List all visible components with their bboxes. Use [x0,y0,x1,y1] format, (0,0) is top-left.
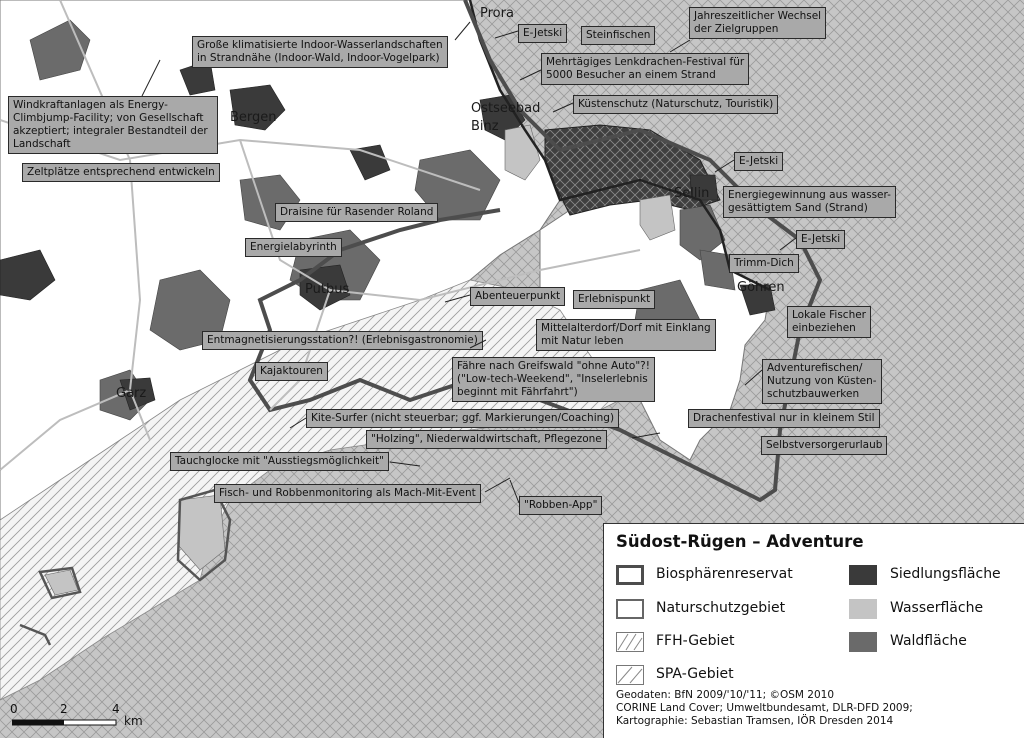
legend-label-ffh: FFH-Gebiet [656,633,735,649]
annotation-lenkdrachen: Mehrtägiges Lenkdrachen-Festival für 5000 Besucher an einem Strand [541,53,749,85]
annotation-zeltplaetze: Zeltplätze entsprechend entwickeln [22,163,220,182]
annotation-kuestenschutz: Küstenschutz (Naturschutz, Touristik) [573,95,778,114]
legend-label-siedlung: Siedlungsfläche [890,566,1001,582]
legend-swatch-biosphaere [616,565,644,585]
place-prora: Prora [480,6,514,21]
legend-swatch-siedlung [849,565,877,585]
legend-label-naturschutz: Naturschutzgebiet [656,600,786,616]
annotation-steinfischen: Steinfischen [581,26,655,45]
annotation-selbstversorger: Selbstversorgerurlaub [761,436,887,455]
map-legend [603,523,1024,738]
place-binz: Ostseebad Binz [471,101,541,134]
annotation-windkraft: Windkraftanlagen als Energy- Climbjump-Facility; von Gesellschaft akzeptiert; integraler Bestandteil der Landschaft [8,96,218,154]
legend-swatch-naturschutz [616,599,644,619]
annotation-lokale-fischer: Lokale Fischer einbeziehen [787,306,871,338]
annotation-ejetski-prora: E-Jetski [518,24,567,43]
scale-bar [12,700,152,730]
annotation-ejetski-sellin: E-Jetski [734,152,783,171]
annotation-adventurefischen: Adventurefischen/ Nutzung von Küsten- schutzbauwerken [762,359,882,404]
legend-label-wasser: Wasserfläche [890,600,984,616]
annotation-energielabyrinth: Energielabyrinth [245,238,342,257]
annotation-drachenfestival: Drachenfestival nur in kleinem Stil [688,409,880,428]
legend-title: Südost-Rügen – Adventure [616,532,864,551]
annotation-trimm-dich: Trimm-Dich [729,254,799,273]
legend-swatch-spa [616,665,644,685]
annotation-kajaktouren: Kajaktouren [255,362,328,381]
scale-label-2: 2 [60,702,68,716]
annotation-tauchglocke: Tauchglocke mit "Ausstiegsmöglichkeit" [170,452,389,471]
annotation-abenteuerpunkt: Abenteuerpunkt [470,287,565,306]
scale-label-0: 0 [10,702,18,716]
place-goehren: Göhren [737,280,785,295]
annotation-energiegewinnung: Energiegewinnung aus wasser- gesättigtem Sand (Strand) [723,186,896,218]
annotation-ejetski-goehren: E-Jetski [796,230,845,249]
place-putbus: Putbus [305,282,350,297]
legend-label-wald: Waldfläche [890,633,967,649]
annotation-kite-surfer: Kite-Surfer (nicht steuerbar; ggf. Markierungen/Coaching) [306,409,619,428]
annotation-mittelalterdorf: Mittelalterdorf/Dorf mit Einklang mit Natur leben [536,319,716,351]
scale-unit: km [124,714,143,728]
legend-label-biosphaere: Biosphärenreservat [656,566,793,582]
annotation-draisine: Draisine für Rasender Roland [275,203,438,222]
place-bergen: Bergen [230,110,277,125]
legend-swatch-ffh [616,632,644,652]
legend-label-spa: SPA-Gebiet [656,666,734,682]
legend-swatch-wald [849,632,877,652]
legend-swatch-wasser [849,599,877,619]
legend-credits: Geodaten: BfN 2009/'10/'11; ©OSM 2010 CORINE Land Cover; Umweltbundesamt, DLR-DFD 2009; Kartographie: Sebastian Tramsen, IÖR Dresden 2014 [616,689,913,727]
scale-label-4: 4 [112,702,120,716]
place-garz: Garz [116,386,147,401]
annotation-faehre-greifswald: Fähre nach Greifswald "ohne Auto"?! ("Low-tech-Weekend", "Inselerlebnis beginnt mit Fährfahrt") [452,357,655,402]
annotation-robben-app: "Robben-App" [519,496,602,515]
place-sellin: Sellin [674,186,710,201]
annotation-erlebnispunkt: Erlebnispunkt [573,290,655,309]
annotation-indoor-wasser: Große klimatisierte Indoor-Wasserlandschaften in Strandnähe (Indoor-Wald, Indoor-Vogelpark) [192,36,448,68]
annotation-entmagnetisierung: Entmagnetisierungsstation?! (Erlebnisgastronomie) [202,331,483,350]
annotation-jahreszeit: Jahreszeitlicher Wechsel der Zielgruppen [689,7,826,39]
annotation-holzing: "Holzing", Niederwaldwirtschaft, Pflegezone [366,430,607,449]
annotation-fisch-robben: Fisch- und Robbenmonitoring als Mach-Mit-Event [214,484,481,503]
